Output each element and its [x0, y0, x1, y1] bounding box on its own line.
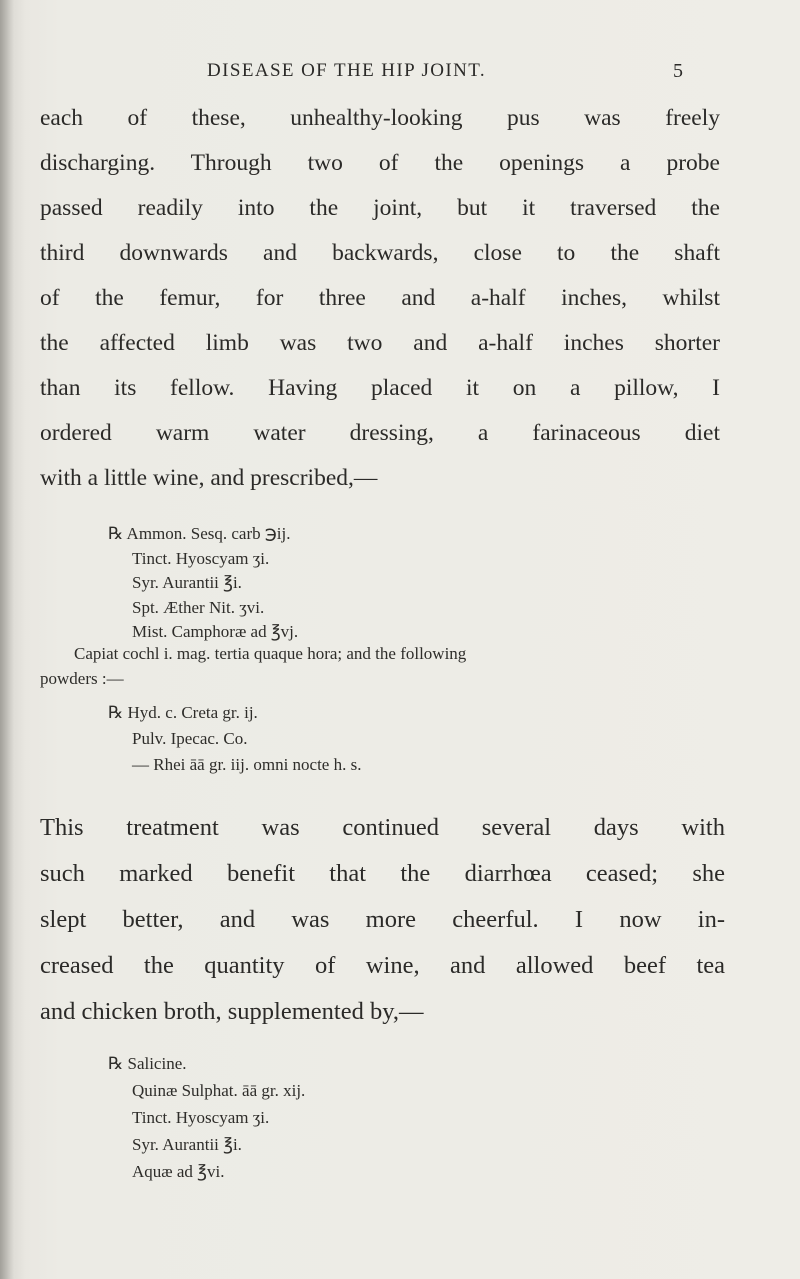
instruction-1: [40, 642, 722, 691]
prescription-line: Mist. Camphoræ ad ℥vj.: [132, 622, 299, 641]
prescription-line: ℞ Salicine.: [108, 1054, 187, 1073]
running-head: [0, 60, 800, 90]
paragraph-1-line: discharging. Through two of the openings a probe: [40, 150, 720, 176]
paragraph-1-line: ordered warm water dressing, a farinaceous diet: [40, 420, 720, 446]
page-number: 5: [673, 60, 683, 82]
paragraph-2-line: slept better, and was more cheerful. I now in-: [40, 906, 725, 933]
paragraph-1-line: with a little wine, and prescribed,—: [40, 465, 378, 491]
paragraph-2-line: This treatment was continued several days with: [40, 814, 725, 841]
running-title: DISEASE OF THE HIP JOINT.: [207, 60, 487, 81]
prescription-line: Tinct. Hyoscyam ʒi.: [132, 1108, 270, 1127]
paragraph-2-line: creased the quantity of wine, and allowed beef tea: [40, 952, 725, 979]
prescription-line: ℞ Hyd. c. Creta gr. ij.: [108, 703, 258, 722]
prescription-line: Quinæ Sulphat. āā gr. xij.: [132, 1081, 306, 1100]
prescription-line: ℞ Ammon. Sesq. carb ℈ij.: [108, 524, 291, 543]
prescription-line: Syr. Aurantii ℥i.: [132, 1135, 242, 1154]
prescription-line: — Rhei āā gr. iij. omni nocte h. s.: [132, 755, 362, 774]
paragraph-1-line: passed readily into the joint, but it traversed the: [40, 195, 720, 221]
prescription-line: Pulv. Ipecac. Co.: [132, 729, 248, 748]
paragraph-2-line: and chicken broth, supplemented by,—: [40, 998, 424, 1025]
prescription-1: [108, 522, 298, 645]
paragraph-1-line: than its fellow. Having placed it on a pillow, I: [40, 375, 720, 401]
prescription-line: Syr. Aurantii ℥i.: [132, 573, 242, 592]
prescription-line: Spt. Æther Nit. ʒvi.: [132, 597, 265, 617]
instruction-line: Capiat cochl i. mag. tertia quaque hora; and the following: [74, 644, 467, 663]
paragraph-1: [40, 96, 720, 501]
prescription-line: Tinct. Hyoscyam ʒi.: [132, 548, 270, 568]
paragraph-2-line: such marked benefit that the diarrhœa ceased; she: [40, 860, 725, 887]
paragraph-1-line: each of these, unhealthy-looking pus was freely: [40, 105, 720, 131]
prescription-3: [108, 1050, 305, 1185]
prescription-line: Aquæ ad ℥vi.: [132, 1162, 225, 1181]
paragraph-1-line: the affected limb was two and a-half inches shorter: [40, 330, 720, 356]
paragraph-1-line: third downwards and backwards, close to the shaft: [40, 240, 720, 266]
paragraph-2: [40, 805, 725, 1035]
page-gutter-shadow: [0, 0, 14, 1279]
prescription-2: [108, 700, 361, 778]
instruction-line: powders :—: [40, 668, 124, 688]
paragraph-1-line: of the femur, for three and a-half inches, whilst: [40, 285, 720, 311]
